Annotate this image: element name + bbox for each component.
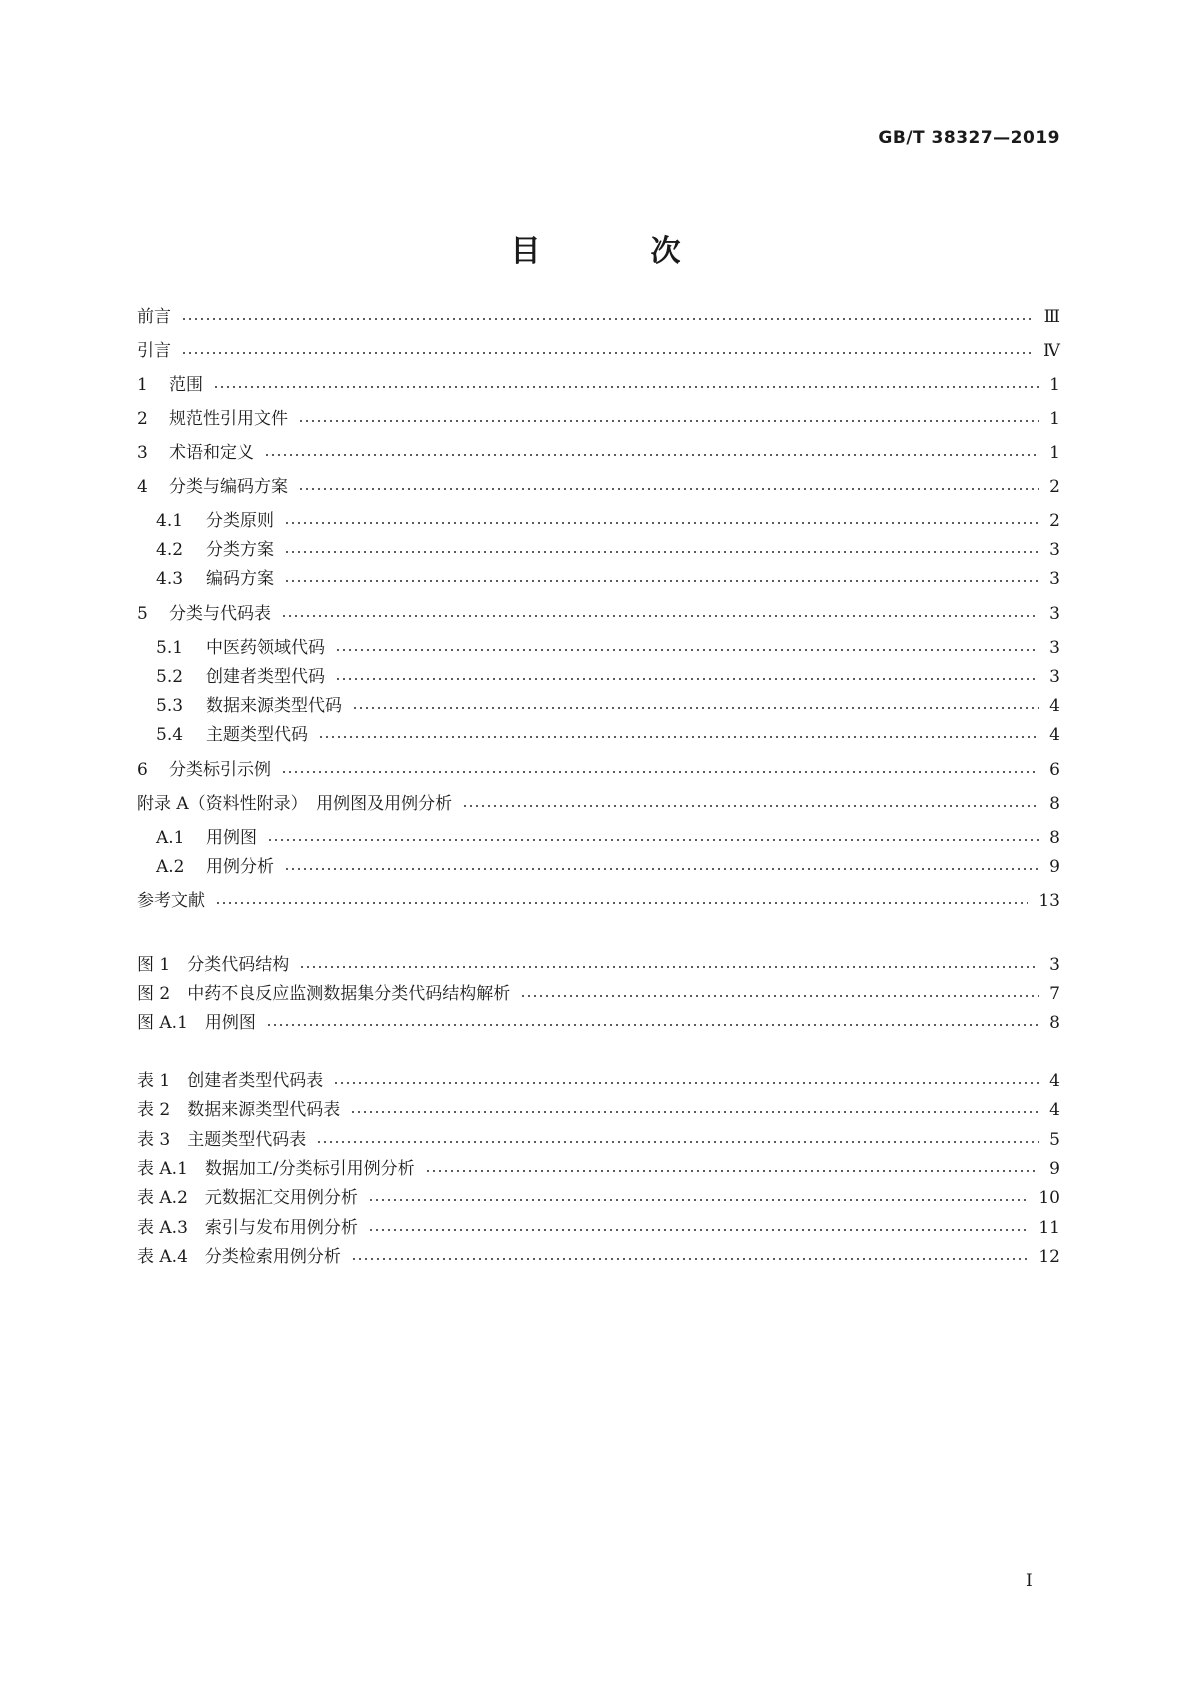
- table-label: 表 A.3 索引与发布用例分析: [137, 1218, 358, 1238]
- section-entry[interactable]: [137, 372, 1060, 398]
- dot-leader: [181, 352, 1033, 354]
- dot-leader: [284, 522, 1039, 524]
- section-number: 4.1: [156, 511, 184, 531]
- section-number: 6: [137, 760, 148, 780]
- section-number: A.2: [156, 857, 185, 877]
- section-page-number: 2: [1049, 511, 1060, 531]
- standard-code: GB/T 38327—2019: [878, 128, 1060, 148]
- table-label: 表 A.4 分类检索用例分析: [137, 1247, 341, 1267]
- dot-leader: [318, 736, 1039, 738]
- table-entry[interactable]: [137, 1215, 1060, 1241]
- section-number: 2: [137, 409, 148, 429]
- section-entry[interactable]: [156, 722, 1060, 748]
- section-page-number: 8: [1049, 794, 1060, 814]
- dot-leader: [350, 1111, 1039, 1113]
- figure-entry[interactable]: [137, 1010, 1060, 1036]
- section-label: 引言: [137, 341, 171, 361]
- section-label: 参考文献: [137, 891, 205, 911]
- section-number: 1: [137, 375, 148, 395]
- section-label: 主题类型代码: [206, 725, 308, 745]
- figure-entry[interactable]: [137, 981, 1060, 1007]
- section-entry[interactable]: [156, 854, 1060, 880]
- section-entry[interactable]: [137, 601, 1060, 627]
- section-label: 术语和定义: [169, 443, 254, 463]
- section-label: 分类方案: [206, 540, 274, 560]
- section-label: 编码方案: [206, 569, 274, 589]
- section-page-number: 3: [1049, 667, 1060, 687]
- section-page-number: 13: [1038, 891, 1060, 911]
- table-page-number: 4: [1049, 1071, 1060, 1091]
- table-entry[interactable]: [137, 1244, 1060, 1270]
- figure-page-number: 3: [1049, 955, 1060, 975]
- section-page-number: 9: [1049, 857, 1060, 877]
- dot-leader: [520, 995, 1039, 997]
- table-label: 表 A.1 数据加工/分类标引用例分析: [137, 1159, 415, 1179]
- table-label: 表 1 创建者类型代码表: [137, 1071, 324, 1091]
- dot-leader: [284, 868, 1039, 870]
- section-number: 5.3: [156, 696, 184, 716]
- section-label: 前言: [137, 307, 171, 327]
- section-label: 中医药领域代码: [206, 638, 325, 658]
- section-number: 5.4: [156, 725, 184, 745]
- section-entry[interactable]: [137, 757, 1060, 783]
- table-entry[interactable]: [137, 1156, 1060, 1182]
- dot-leader: [352, 707, 1039, 709]
- dot-leader: [181, 318, 1034, 320]
- section-number: 4: [137, 477, 148, 497]
- section-label: 用例分析: [206, 857, 274, 877]
- dot-leader: [264, 454, 1039, 456]
- section-entry[interactable]: [156, 635, 1060, 661]
- section-label: 规范性引用文件: [169, 409, 288, 429]
- section-page-number: Ⅲ: [1043, 307, 1060, 327]
- section-page-number: 1: [1049, 443, 1060, 463]
- section-number: 4.2: [156, 540, 184, 560]
- dot-leader: [335, 649, 1039, 651]
- dot-leader: [298, 488, 1039, 490]
- section-entry[interactable]: [156, 508, 1060, 534]
- figure-label: 图 1 分类代码结构: [137, 955, 290, 975]
- table-page-number: 12: [1038, 1247, 1060, 1267]
- figure-page-number: 7: [1049, 984, 1060, 1004]
- section-page-number: 1: [1049, 375, 1060, 395]
- section-page-number: 3: [1049, 569, 1060, 589]
- section-entry[interactable]: [156, 537, 1060, 563]
- section-label: 附录 A（资料性附录） 用例图及用例分析: [137, 794, 453, 814]
- dot-leader: [333, 1082, 1039, 1084]
- section-page-number: Ⅳ: [1043, 341, 1060, 361]
- table-entry[interactable]: [137, 1185, 1060, 1211]
- page-number: I: [1026, 1571, 1033, 1591]
- dot-leader: [213, 386, 1039, 388]
- table-label: 表 3 主题类型代码表: [137, 1130, 307, 1150]
- section-page-number: 4: [1049, 725, 1060, 745]
- section-number: 5.1: [156, 638, 184, 658]
- table-label: 表 A.2 元数据汇交用例分析: [137, 1188, 358, 1208]
- table-page-number: 5: [1049, 1130, 1060, 1150]
- dot-leader: [267, 839, 1039, 841]
- section-label: 用例图: [206, 828, 257, 848]
- dot-leader: [316, 1141, 1039, 1143]
- section-label: 数据来源类型代码: [206, 696, 342, 716]
- section-label: 分类标引示例: [169, 760, 271, 780]
- section-entry[interactable]: [137, 338, 1060, 364]
- table-entry[interactable]: [137, 1097, 1060, 1123]
- section-entry[interactable]: [137, 304, 1060, 330]
- section-number: 5.2: [156, 667, 184, 687]
- section-label: 分类与编码方案: [169, 477, 288, 497]
- dot-leader: [215, 902, 1028, 904]
- section-label: 创建者类型代码: [206, 667, 325, 687]
- section-entry[interactable]: [156, 566, 1060, 592]
- dot-leader: [368, 1199, 1028, 1201]
- dot-leader: [281, 615, 1039, 617]
- section-entry[interactable]: [137, 888, 1060, 914]
- section-page-number: 3: [1049, 638, 1060, 658]
- table-entry[interactable]: [137, 1127, 1060, 1153]
- dot-leader: [284, 580, 1039, 582]
- section-entry[interactable]: [137, 406, 1060, 432]
- table-page-number: 10: [1038, 1188, 1060, 1208]
- section-entry[interactable]: [137, 440, 1060, 466]
- section-label: 分类与代码表: [169, 604, 271, 624]
- figure-label: 图 A.1 用例图: [137, 1013, 256, 1033]
- page-title: 目 次: [510, 234, 721, 269]
- dot-leader: [335, 678, 1039, 680]
- section-page-number: 6: [1049, 760, 1060, 780]
- figure-page-number: 8: [1049, 1013, 1060, 1033]
- table-entry[interactable]: [137, 1068, 1060, 1094]
- section-entry[interactable]: [156, 664, 1060, 690]
- section-number: A.1: [156, 828, 185, 848]
- section-label: 范围: [169, 375, 203, 395]
- dot-leader: [281, 771, 1039, 773]
- figure-entry[interactable]: [137, 952, 1060, 978]
- section-page-number: 2: [1049, 477, 1060, 497]
- figure-label: 图 2 中药不良反应监测数据集分类代码结构解析: [137, 984, 511, 1004]
- dot-leader: [284, 551, 1039, 553]
- dot-leader: [266, 1024, 1039, 1026]
- section-entry[interactable]: [156, 693, 1060, 719]
- table-label: 表 2 数据来源类型代码表: [137, 1100, 341, 1120]
- section-page-number: 8: [1049, 828, 1060, 848]
- dot-leader: [351, 1258, 1028, 1260]
- table-page-number: 4: [1049, 1100, 1060, 1120]
- dot-leader: [368, 1229, 1028, 1231]
- dot-leader: [299, 966, 1039, 968]
- section-entry[interactable]: [137, 791, 1060, 817]
- section-number: 3: [137, 443, 148, 463]
- section-page-number: 1: [1049, 409, 1060, 429]
- section-page-number: 4: [1049, 696, 1060, 716]
- section-page-number: 3: [1049, 604, 1060, 624]
- section-entry[interactable]: [156, 825, 1060, 851]
- section-number: 5: [137, 604, 148, 624]
- dot-leader: [462, 805, 1039, 807]
- section-number: 4.3: [156, 569, 184, 589]
- dot-leader: [298, 420, 1039, 422]
- section-page-number: 3: [1049, 540, 1060, 560]
- table-page-number: 9: [1049, 1159, 1060, 1179]
- table-page-number: 11: [1038, 1218, 1060, 1238]
- section-label: 分类原则: [206, 511, 274, 531]
- section-entry[interactable]: [137, 474, 1060, 500]
- dot-leader: [425, 1170, 1040, 1172]
